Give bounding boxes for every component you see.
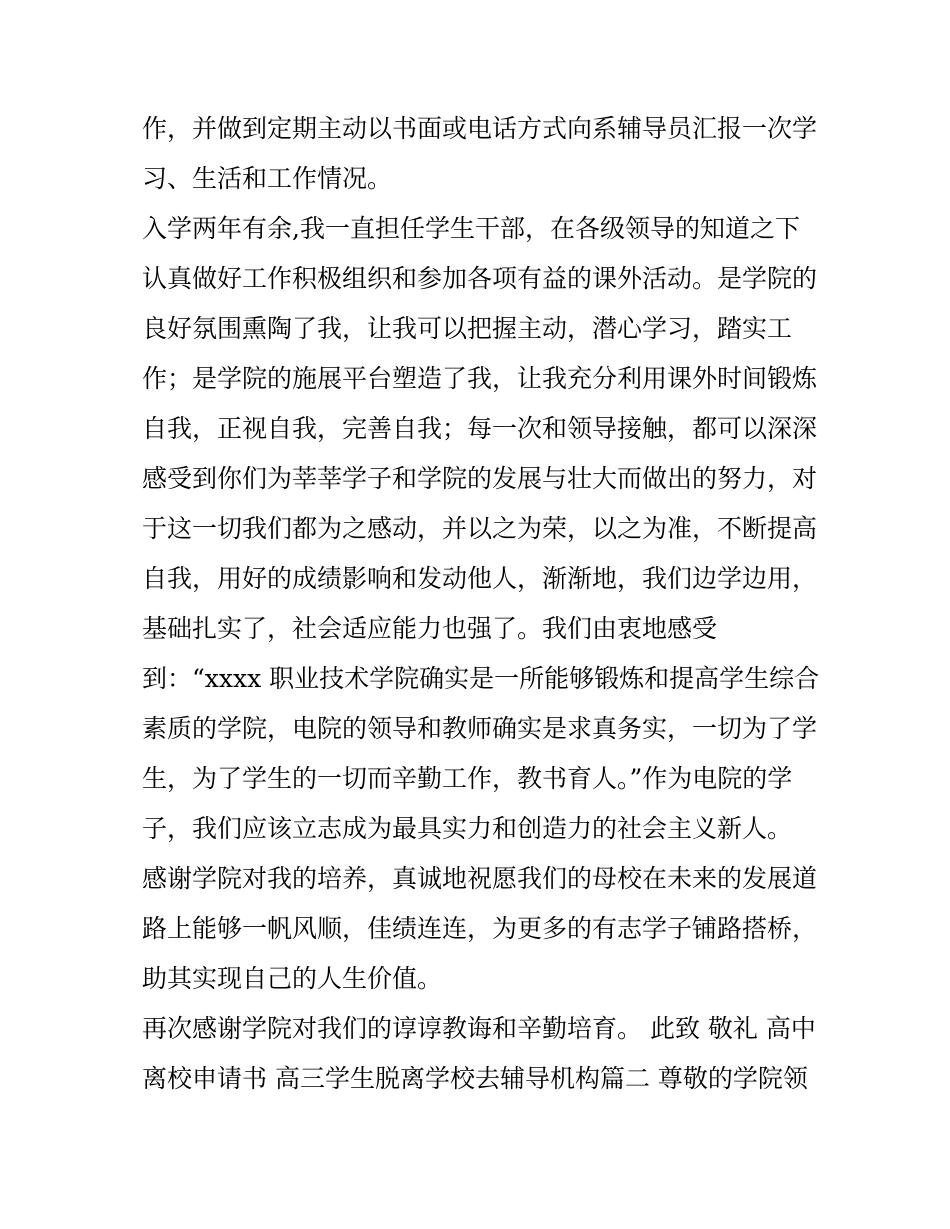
text-line: 到：“xxxx 职业技术学院确实是一所能够锻炼和提高学生综合 (142, 664, 820, 693)
document-body (142, 104, 822, 1104)
text-line: 基础扎实了，社会适应能力也强了。我们由衷地感受 (142, 614, 718, 643)
text-line: 自我，正视自我，完善自我；每一次和领导接触，都可以深深 (142, 414, 818, 443)
text-line: 认真做好工作积极组织和参加各项有益的课外活动。是学院的 (142, 264, 818, 293)
text-line: 自我，用好的成绩影响和发动他人，渐渐地，我们边学边用， (142, 564, 818, 593)
text-line: 再次感谢学院对我们的谆谆教诲和辛勤培育。 此致 敬礼 高中 (142, 1014, 816, 1043)
text-line: 助其实现自己的人生价值。 (142, 964, 443, 993)
text-line: 于这一切我们都为之感动，并以之为荣，以之为准，不断提高 (142, 514, 818, 543)
text-line: 良好氛围熏陶了我，让我可以把握主动，潜心学习，踏实工 (142, 314, 793, 343)
text-line: 作；是学院的施展平台塑造了我，让我充分利用课外时间锻炼 (142, 364, 818, 393)
text-line: 子，我们应该立志成为最具实力和创造力的社会主义新人。 (142, 814, 793, 843)
text-line: 感受到你们为莘莘学子和学院的发展与壮大而做出的努力，对 (142, 464, 818, 493)
text-line: 路上能够一帆风顺，佳绩连连，为更多的有志学子铺路搭桥， (142, 914, 818, 943)
text-line: 感谢学院对我的培养，真诚地祝愿我们的母校在未来的发展道 (142, 864, 818, 893)
text-line: 习、生活和工作情况。 (142, 164, 393, 193)
text-line: 入学两年有余,我一直担任学生干部，在各级领导的知道之下 (142, 214, 800, 243)
text-line: 作，并做到定期主动以书面或电话方式向系辅导员汇报一次学 (142, 114, 818, 143)
text-line: 生，为了学生的一切而辛勤工作，教书育人。”作为电院的学 (142, 764, 793, 793)
text-line: 离校申请书 高三学生脱离学校去辅导机构篇二 尊敬的学院领 (142, 1064, 808, 1093)
text-line: 素质的学院，电院的领导和教师确实是求真务实，一切为了学 (142, 714, 818, 743)
